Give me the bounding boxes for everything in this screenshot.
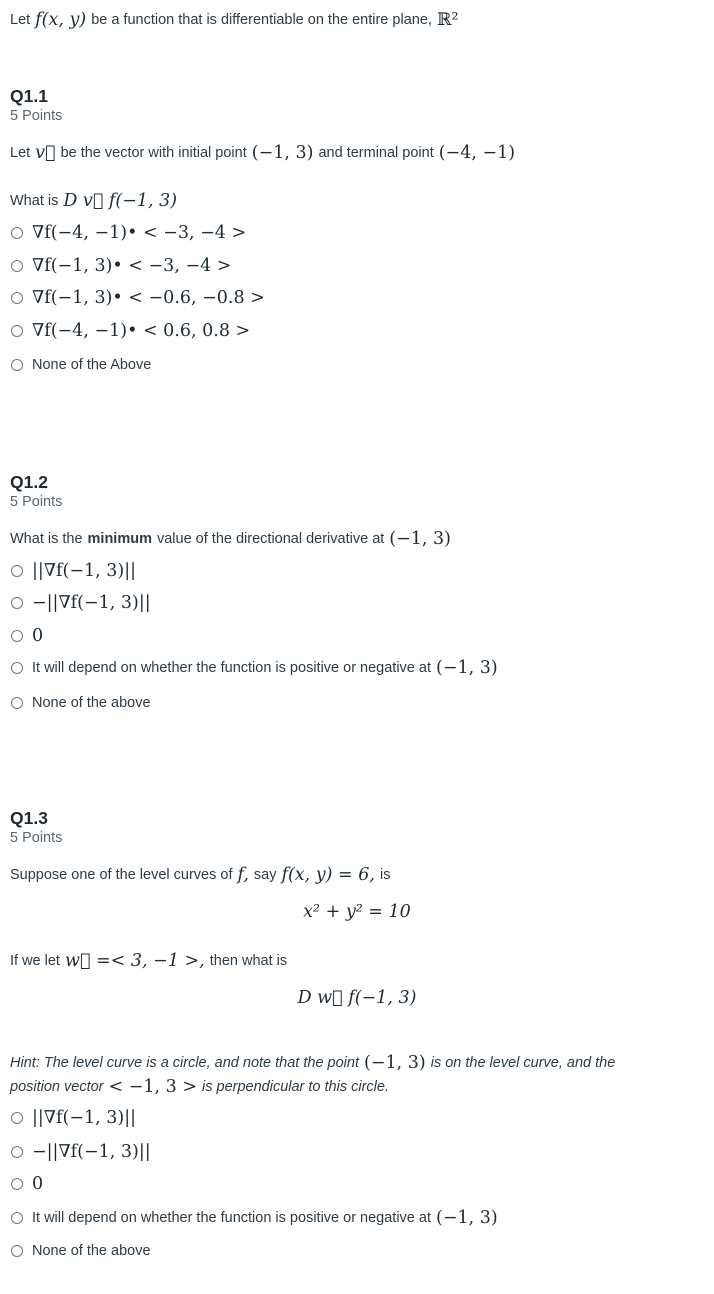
- intro-line: [10, 8, 458, 32]
- option-label: −||∇f(−1, 3)||: [32, 1142, 151, 1162]
- question-title: Q1.1: [10, 86, 48, 106]
- point: (−1, 3): [389, 529, 452, 549]
- radio-button[interactable]: [11, 325, 23, 337]
- radio-button[interactable]: [11, 1245, 23, 1257]
- answer-option[interactable]: [11, 592, 151, 614]
- prompt-text: What is: [10, 193, 59, 209]
- question-stem: [10, 862, 390, 888]
- radio-button[interactable]: [11, 359, 23, 371]
- answer-option[interactable]: [11, 1141, 151, 1163]
- stem-text: is: [379, 867, 391, 883]
- hint-text: is perpendicular to this circle.: [202, 1079, 389, 1095]
- option-label: ∇f(−1, 3)• < −3, −4 >: [32, 256, 232, 276]
- option-point: (−1, 3): [436, 1208, 498, 1228]
- stem-text: Suppose one of the level curves of: [10, 867, 233, 883]
- question-points: 5 Points: [10, 494, 63, 510]
- question-points: 5 Points: [10, 108, 63, 124]
- answer-option[interactable]: [11, 692, 151, 714]
- answer-option[interactable]: [11, 625, 43, 647]
- let-text: If we let: [10, 953, 60, 969]
- option-label: It will depend on whether the function is positive or negative at: [32, 1210, 431, 1226]
- answer-option[interactable]: [11, 255, 231, 277]
- answer-option[interactable]: [11, 1240, 151, 1262]
- question-let: [10, 948, 287, 974]
- option-label: None of the Above: [32, 357, 152, 373]
- option-label: ∇f(−4, −1)• < 0.6, 0.8 >: [32, 321, 251, 341]
- vector-w: w⃗ =< 3, −1 >,: [64, 951, 205, 971]
- stem-text: say: [253, 867, 277, 883]
- answer-option[interactable]: [11, 222, 246, 244]
- intro-function: f(x, y): [35, 10, 87, 30]
- question-stem: [10, 140, 515, 166]
- option-label: ||∇f(−1, 3)||: [32, 561, 136, 581]
- initial-point: (−1, 3): [251, 143, 314, 163]
- intro-text-2: be a function that is differentiable on the entire plane,: [91, 12, 432, 28]
- intro-text-1: Let: [10, 12, 31, 28]
- radio-button[interactable]: [11, 227, 23, 239]
- intro-space: ℝ²: [436, 10, 459, 30]
- radio-button[interactable]: [11, 260, 23, 272]
- terminal-point: (−4, −1): [438, 143, 516, 163]
- radio-button[interactable]: [11, 1212, 23, 1224]
- hint-line-1: [10, 1050, 615, 1076]
- let-text: then what is: [209, 953, 288, 969]
- directional-derivative-expr: D w⃗ f(−1, 3): [297, 988, 417, 1008]
- radio-button[interactable]: [11, 697, 23, 709]
- radio-button[interactable]: [11, 1146, 23, 1158]
- option-label: None of the above: [32, 695, 151, 711]
- radio-button[interactable]: [11, 1178, 23, 1190]
- prompt-text: What is the: [10, 531, 83, 547]
- hint-text: is on the level curve, and the: [430, 1055, 616, 1071]
- prompt-text: value of the directional derivative at: [156, 531, 385, 547]
- hint-line-2: [10, 1074, 389, 1100]
- vector-v: v⃗: [35, 143, 56, 163]
- radio-button[interactable]: [11, 630, 23, 642]
- option-label: ∇f(−1, 3)• < −0.6, −0.8 >: [32, 288, 265, 308]
- option-label: 0: [32, 626, 44, 646]
- question-points: 5 Points: [10, 830, 63, 846]
- option-label: ∇f(−4, −1)• < −3, −4 >: [32, 223, 247, 243]
- hint-point: (−1, 3): [364, 1053, 426, 1073]
- question-prompt: [10, 188, 177, 214]
- radio-button[interactable]: [11, 597, 23, 609]
- level-curve-equation: x² + y² = 10: [303, 902, 411, 922]
- directional-derivative-expr: D v⃗ f(−1, 3): [63, 191, 178, 211]
- answer-option[interactable]: [11, 320, 250, 342]
- prompt-bold: minimum: [87, 531, 152, 547]
- option-label: −||∇f(−1, 3)||: [32, 593, 151, 613]
- hint-text: Hint: The level curve is a circle, and note that the point: [10, 1055, 359, 1071]
- radio-button[interactable]: [11, 292, 23, 304]
- answer-option[interactable]: [11, 1107, 136, 1129]
- answer-option[interactable]: [11, 657, 498, 679]
- stem-text: and terminal point: [318, 145, 434, 161]
- level-equation: f(x, y) = 6,: [281, 865, 375, 885]
- answer-option[interactable]: [11, 354, 151, 376]
- option-point: (−1, 3): [436, 658, 498, 678]
- answer-option[interactable]: [11, 560, 136, 582]
- radio-button[interactable]: [11, 565, 23, 577]
- hint-text: position vector: [10, 1079, 104, 1095]
- answer-option[interactable]: [11, 1173, 43, 1195]
- option-label: It will depend on whether the function is positive or negative at: [32, 660, 431, 676]
- question-title: Q1.2: [10, 472, 48, 492]
- answer-option[interactable]: [11, 287, 265, 309]
- stem-text: Let: [10, 145, 31, 161]
- hint-vector: < −1, 3 >: [108, 1077, 198, 1097]
- option-label: 0: [32, 1174, 44, 1194]
- stem-text: be the vector with initial point: [60, 145, 247, 161]
- question-title: Q1.3: [10, 808, 48, 828]
- option-label: ||∇f(−1, 3)||: [32, 1108, 136, 1128]
- radio-button[interactable]: [11, 1112, 23, 1124]
- question-prompt: [10, 526, 451, 552]
- option-label: None of the above: [32, 1243, 151, 1259]
- answer-option[interactable]: [11, 1207, 498, 1229]
- function-f: f,: [237, 865, 249, 885]
- radio-button[interactable]: [11, 662, 23, 674]
